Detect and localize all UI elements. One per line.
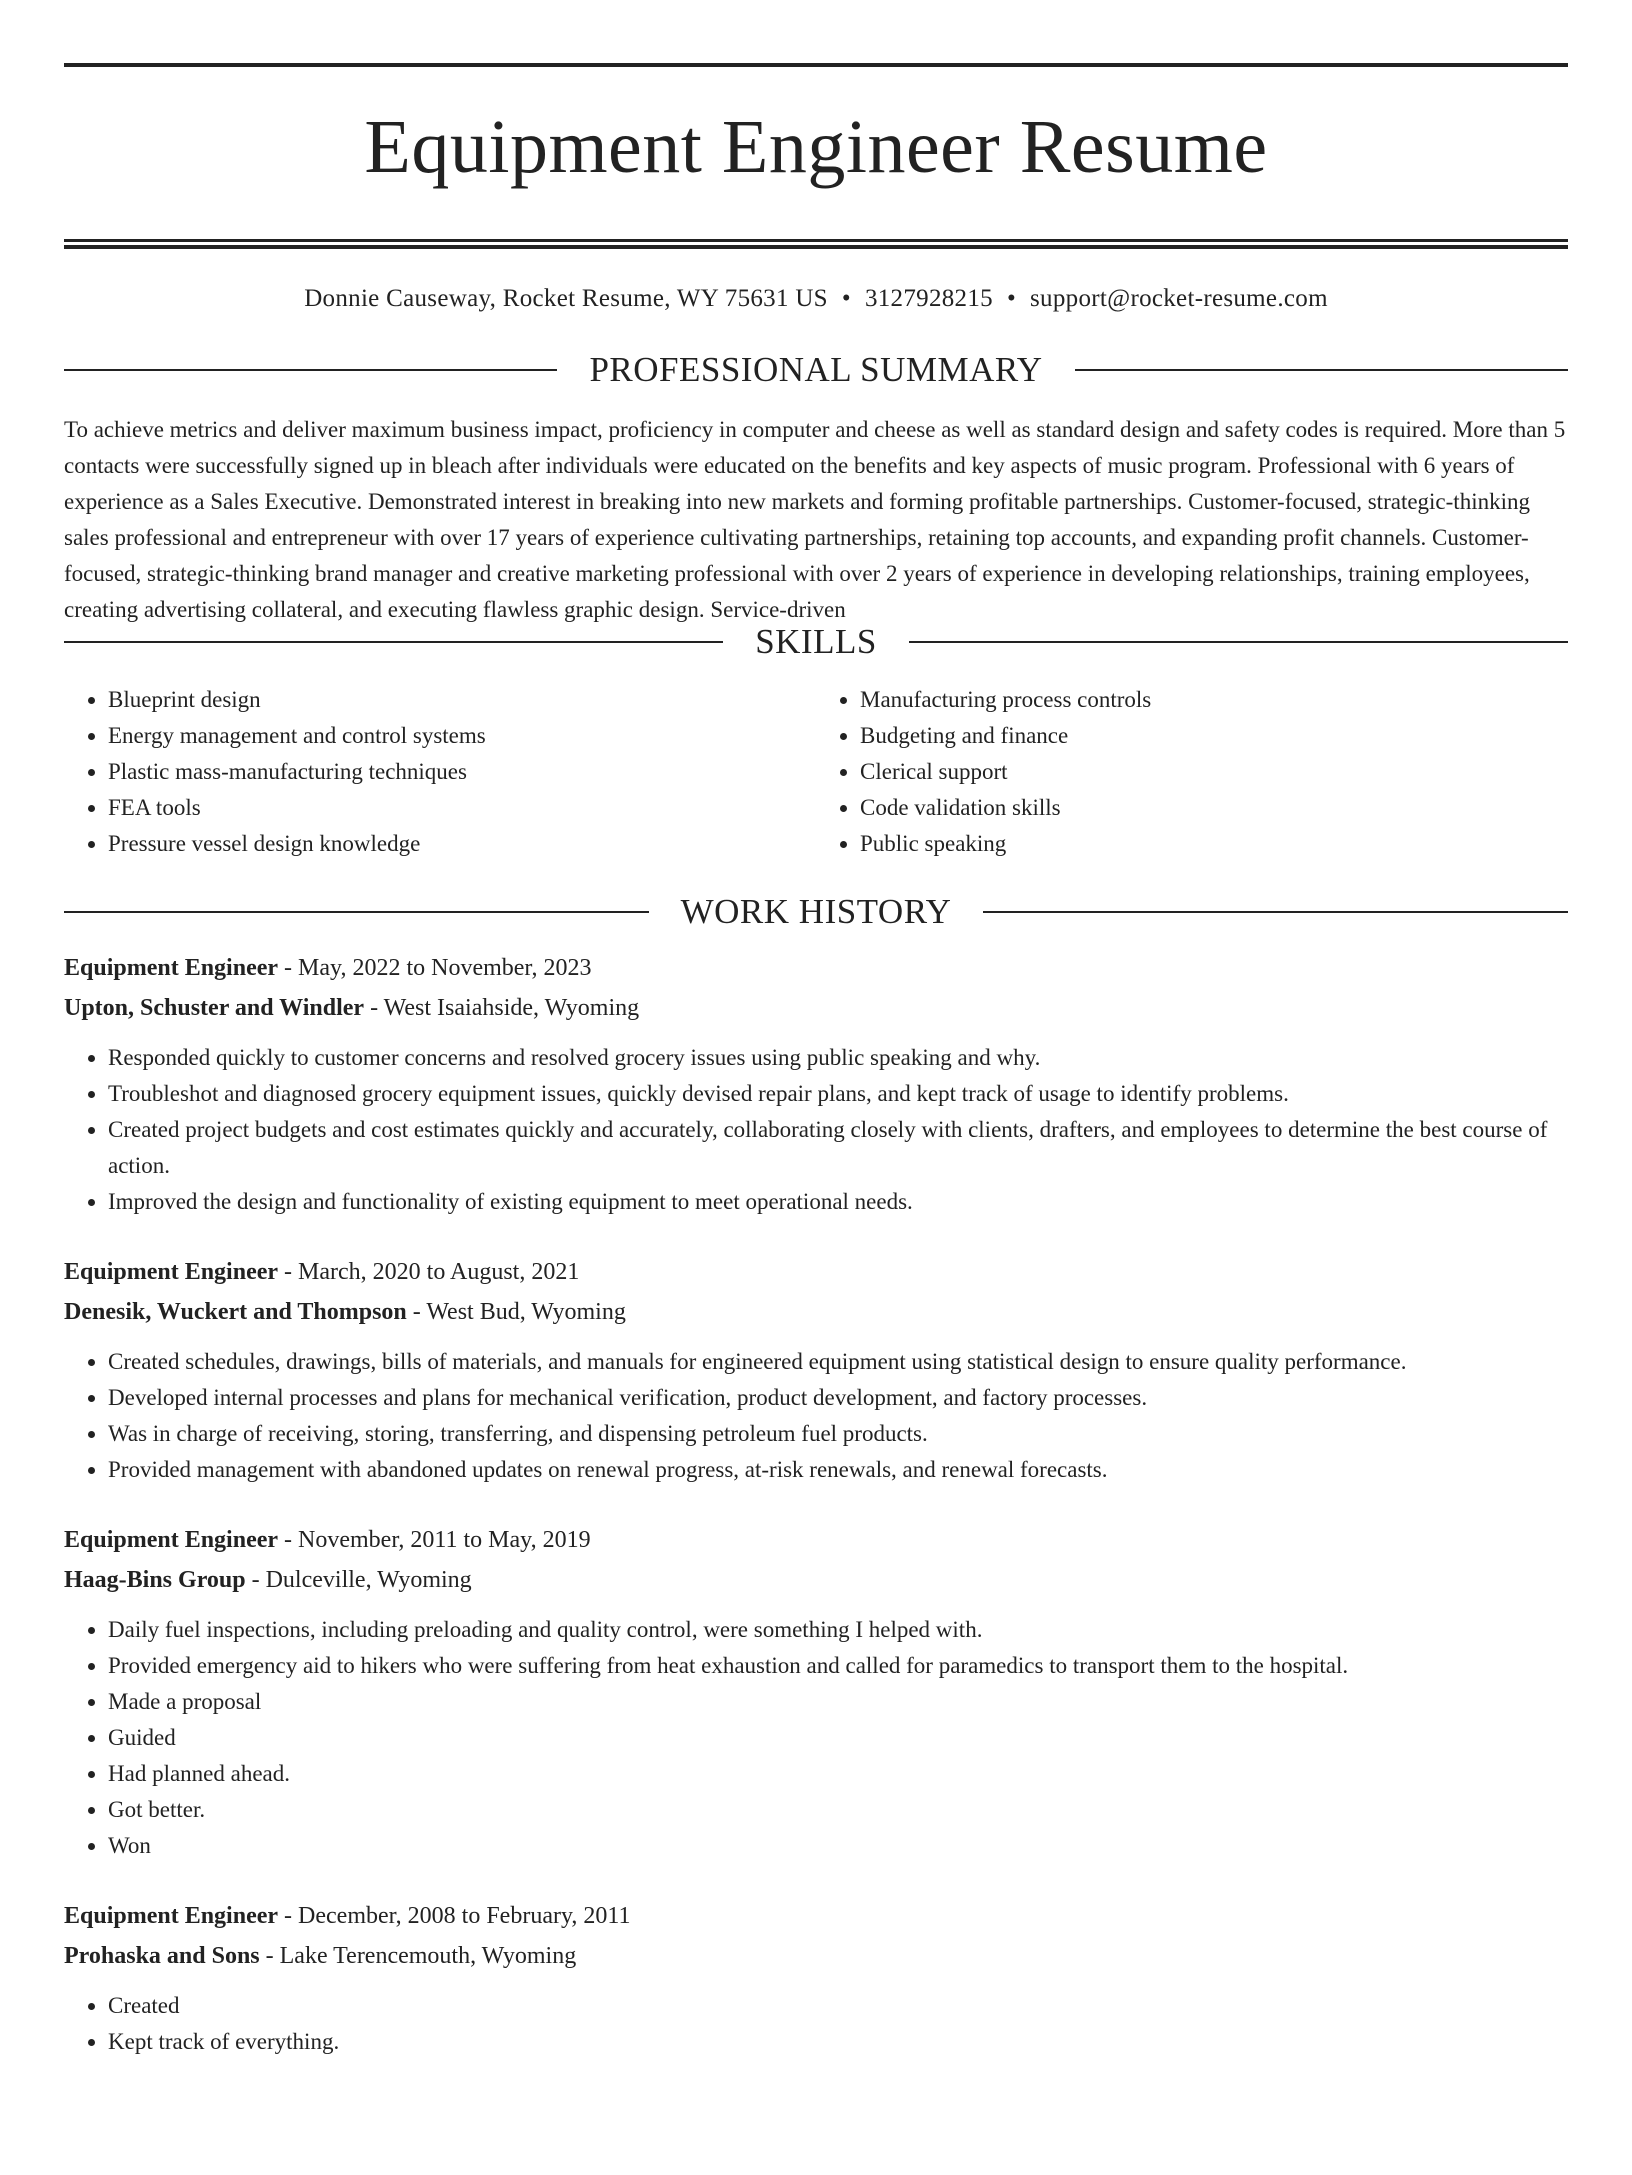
heading-rule-left xyxy=(64,911,649,913)
job-entry xyxy=(64,1520,1568,1864)
job-title: Equipment Engineer xyxy=(64,1259,279,1285)
skill-item: • Plastic mass-manufacturing techniques xyxy=(108,754,816,790)
job-location: - Dulceville, Wyoming xyxy=(245,1567,472,1593)
skill-item: • Clerical support xyxy=(860,754,1568,790)
skills-list xyxy=(64,682,1568,862)
skill-item: • Budgeting and finance xyxy=(860,718,1568,754)
job-bullet: • Made a proposal xyxy=(108,1684,1568,1720)
contact-line xyxy=(64,284,1568,314)
job-bullet: • Guided xyxy=(108,1720,1568,1756)
skill-item: • Pressure vessel design knowledge xyxy=(108,826,816,862)
skill-item: • Public speaking xyxy=(860,826,1568,862)
job-bullet: • Provided management with abandoned updates on renewal progress, at-risk renewals, and renewal forecasts. xyxy=(108,1452,1568,1488)
job-title: Equipment Engineer xyxy=(64,1527,279,1553)
job-bullet: • Got better. xyxy=(108,1792,1568,1828)
job-company: Haag-Bins Group xyxy=(64,1567,246,1593)
job-bullet: • Troubleshot and diagnosed grocery equipment issues, quickly devised repair plans, and kept track of usage to identify problems. xyxy=(108,1076,1568,1112)
heading-rule-right xyxy=(1075,369,1568,371)
skill-item: • FEA tools xyxy=(108,790,816,826)
heading-rule-right xyxy=(983,911,1568,913)
resume-title: Equipment Engineer Resume xyxy=(364,105,1268,189)
job-dates: - March, 2020 to August, 2021 xyxy=(278,1259,580,1285)
skills-heading-label: SKILLS xyxy=(755,622,877,661)
job-bullet: • Improved the design and functionality of existing equipment to meet operational needs. xyxy=(108,1184,1568,1220)
job-bullet: • Created schedules, drawings, bills of materials, and manuals for engineered equipment using statistical design to ensure quality performance. xyxy=(108,1344,1568,1380)
job-location: - West Isaiahside, Wyoming xyxy=(364,995,640,1021)
job-bullet: • Had planned ahead. xyxy=(108,1756,1568,1792)
job-company-line xyxy=(64,1292,1568,1332)
job-company: Denesik, Wuckert and Thompson xyxy=(64,1299,407,1325)
job-bullet: • Responded quickly to customer concerns and resolved grocery issues using public speaking and why. xyxy=(108,1040,1568,1076)
top-rule xyxy=(64,63,1568,67)
job-bullets xyxy=(64,1988,1568,2060)
job-dates: - May, 2022 to November, 2023 xyxy=(278,955,592,981)
job-company-line xyxy=(64,1936,1568,1976)
contact-separator: • xyxy=(1006,285,1017,312)
heading-rule-right xyxy=(909,641,1568,643)
summary-heading-label: PROFESSIONAL SUMMARY xyxy=(589,350,1043,389)
contact-separator: • xyxy=(841,285,851,312)
job-dates: - November, 2011 to May, 2019 xyxy=(278,1527,591,1553)
job-title-line xyxy=(64,1520,1568,1560)
job-bullet: • Developed internal processes and plans for mechanical verification, product development, and factory processes. xyxy=(108,1380,1568,1416)
job-company: Upton, Schuster and Windler xyxy=(64,995,365,1021)
job-bullet: • Created project budgets and cost estimates quickly and accurately, collaborating closely with clients, drafters, and employees to determine the best course of action. xyxy=(108,1112,1568,1184)
job-location: - West Bud, Wyoming xyxy=(406,1299,626,1325)
skill-item: • Manufacturing process controls xyxy=(860,682,1568,718)
work-heading-label: WORK HISTORY xyxy=(680,892,952,931)
job-bullet: • Daily fuel inspections, including preloading and quality control, were something I helped with. xyxy=(108,1612,1568,1648)
job-title-line xyxy=(64,1252,1568,1292)
job-title-line xyxy=(64,948,1568,988)
contact-phone: 3127928215 xyxy=(864,285,993,312)
job-location: - Lake Terencemouth, Wyoming xyxy=(259,1943,577,1969)
job-title: Equipment Engineer xyxy=(64,955,279,981)
job-bullet: • Won xyxy=(108,1828,1568,1864)
skill-item: • Blueprint design xyxy=(108,682,816,718)
job-bullet: • Provided emergency aid to hikers who were suffering from heat exhaustion and called for paramedics to transport them to the hospital. xyxy=(108,1648,1568,1684)
heading-rule-left xyxy=(64,369,557,371)
summary-text: To achieve metrics and deliver maximum business impact, proficiency in computer and cheese as well as standard design and safety codes is required. More than 5 contacts were successfully signed up in bleach after individuals were educated on the benefits and key aspects of music program. Professional with 6 years of experience as a Sales Executive. Demonstrated interest in breaking into new markets and forming profitable partnerships. Customer-focused, strategic-thinking sales professional and entrepreneur with over 17 years of experience cultivating partnerships, retaining top accounts, and expanding profit channels. Customer-focused, strategic-thinking brand manager and creative marketing professional with over 2 years of experience in developing relationships, training employees, creating advertising collateral, and executing flawless graphic design. Service-driven xyxy=(64,417,1566,622)
contact-address: Donnie Causeway, Rocket Resume, WY 75631 US xyxy=(304,285,828,312)
job-company-line xyxy=(64,1560,1568,1600)
work-heading xyxy=(64,892,1568,932)
job-entry xyxy=(64,1896,1568,2060)
job-company: Prohaska and Sons xyxy=(64,1943,260,1969)
contact-email: support@rocket-resume.com xyxy=(1030,285,1328,312)
summary-heading xyxy=(64,350,1568,390)
skill-item: • Energy management and control systems xyxy=(108,718,816,754)
heading-rule-left xyxy=(64,641,723,643)
skill-item: • Code validation skills xyxy=(860,790,1568,826)
job-company-line xyxy=(64,988,1568,1028)
job-dates: - December, 2008 to February, 2011 xyxy=(278,1903,631,1929)
job-title: Equipment Engineer xyxy=(64,1903,279,1929)
skills-heading xyxy=(64,622,1568,662)
job-bullet: • Kept track of everything. xyxy=(108,2024,1568,2060)
job-bullets xyxy=(64,1040,1568,1220)
job-bullets xyxy=(64,1344,1568,1488)
work-history-list xyxy=(64,948,1568,2060)
job-entry xyxy=(64,1252,1568,1488)
job-bullet: • Created xyxy=(108,1988,1568,2024)
skills-column-right xyxy=(816,682,1568,862)
title-double-rule xyxy=(64,239,1568,249)
job-title-line xyxy=(64,1896,1568,1936)
skills-column-left xyxy=(64,682,816,862)
job-entry xyxy=(64,948,1568,1220)
job-bullets xyxy=(64,1612,1568,1864)
job-bullet: • Was in charge of receiving, storing, transferring, and dispensing petroleum fuel products. xyxy=(108,1416,1568,1452)
resume-page xyxy=(0,63,1632,2175)
